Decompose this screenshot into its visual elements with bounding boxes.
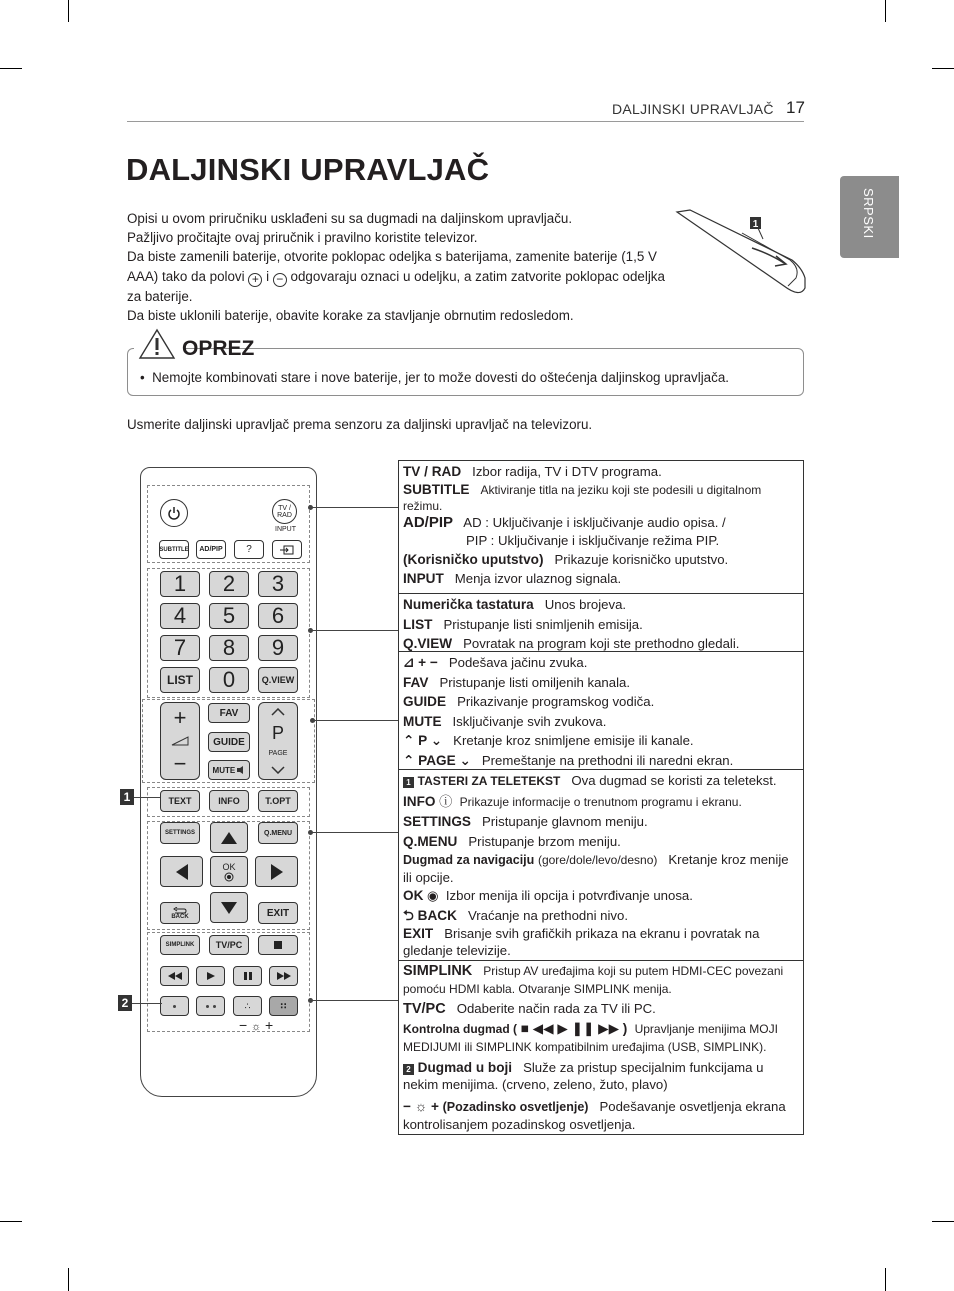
table-section-top: TV / RAD Izbor radija, TV i DTV programa. SUBTITLE Aktiviranje titla na jeziku koji ste podesili u digitalnom režimu. AD/PIP AD : Uključivanje i isključivanje audio opisa. / PIP : Uključivanje i isključivanje režima PIP. (Korisničko uputstvo) Prikazuje korisničko uputstvo. INPUT Menja izvor ulaznog signala. <box>399 461 803 594</box>
volume-down-icon: − <box>173 750 187 776</box>
guide-button[interactable]: GUIDE <box>208 732 250 752</box>
playback-icons: ■ ◀◀ ▶ ❚❚ ▶▶ <box>520 1021 620 1036</box>
digit-0-button[interactable]: 0 <box>209 667 249 693</box>
input-label: INPUT <box>275 526 296 533</box>
crop-mark <box>932 1221 954 1222</box>
nav-up-button[interactable] <box>210 822 248 853</box>
green-button[interactable] <box>196 996 225 1016</box>
page-title: DALJINSKI UPRAVLJAČ <box>126 152 490 187</box>
nav-down-button[interactable] <box>210 892 248 923</box>
warning-icon <box>138 328 176 360</box>
teletext-marker: 1 <box>120 789 134 805</box>
intro-text: Opisi u ovom priručniku usklađeni su sa dugmadi na daljinskom upravljaču. Pažljivo pročitajte ovaj priručnik i pravilno koristite televizor. Da biste zamenili baterije, otvorite poklopac odeljka s baterijama, zamenite baterije (1,5 V AAA) tako da polovi + i − odgovaraju oznaci u odeljku, a zatim zatvorite poklopac odeljka za baterije. Da biste uklonili baterije, obavite korake za stavljanje obrnutim redosledom. <box>127 211 665 323</box>
back-icon <box>173 907 187 914</box>
table-section-navigation: 1 TASTERI ZA TELETEKST Ova dugmad se koristi za teletekst. INFO ⓘ Prikazuje informacije o trenutnom programu i ekranu. SETTINGS Pristupanje glavnom meniju. Q.MENU Pristupanje brzom meniju. Dugmad za navigaciju (gore/dole/levo/desno) Kretanje kroz menije ili opcije. OK ◉ Izbor menija ili opcija i potvrđivanje unosa. ⮌ BACK Vraćanje na prethodni nivo. EXIT Brisanje svih grafičkih prikaza na ekranu i povratak na gledanje televizije. <box>399 770 803 961</box>
stop-icon <box>274 941 282 949</box>
language-tab: SRPSKI <box>840 176 899 258</box>
callout-line <box>134 797 160 798</box>
volume-plus-minus-icon: ⊿ + − <box>403 655 438 670</box>
power-button[interactable] <box>160 499 188 527</box>
adpip-button[interactable]: AD/PIP <box>196 540 226 559</box>
arrow-right-icon <box>270 863 284 881</box>
volume-up-icon: + <box>173 705 187 731</box>
arrow-left-icon <box>175 863 189 881</box>
battery-cover-illustration <box>672 208 807 303</box>
back-button[interactable]: BACK <box>160 902 200 924</box>
subtitle-button[interactable]: SUBTITLE <box>159 540 189 559</box>
nav-left-button[interactable] <box>160 856 203 887</box>
callout-line <box>312 1000 398 1001</box>
blue-dot-icon: ∷ <box>280 1000 287 1011</box>
fav-button[interactable]: FAV <box>208 703 250 723</box>
crop-mark <box>932 68 954 69</box>
pause-button[interactable] <box>233 966 262 986</box>
crop-mark <box>68 0 69 22</box>
remote-control <box>140 467 317 1097</box>
yellow-dot-icon: ∴ <box>244 1000 251 1011</box>
input-button[interactable] <box>272 540 302 559</box>
channel-down-icon <box>271 766 285 774</box>
callout-line <box>312 630 398 631</box>
caution-heading: OPREZ <box>134 328 186 364</box>
running-header: DALJINSKI UPRAVLJAČ <box>612 101 774 117</box>
play-button[interactable] <box>196 966 225 986</box>
volume-icon <box>171 736 189 746</box>
crop-mark <box>885 1268 886 1291</box>
backlight-control[interactable]: − ☼ + <box>239 1017 274 1033</box>
plus-pole-icon: + <box>248 273 262 287</box>
simplink-button[interactable]: SIMPLINK <box>160 935 200 955</box>
arrow-up-icon <box>220 831 238 845</box>
input-icon <box>280 545 294 555</box>
minus-pole-icon: − <box>273 273 287 287</box>
program-rocker[interactable] <box>258 702 298 780</box>
crop-mark <box>68 1268 69 1291</box>
red-button[interactable] <box>160 996 189 1016</box>
digit-1-button[interactable]: 1 <box>160 571 200 597</box>
tvpc-button[interactable]: TV/PC <box>209 935 249 955</box>
channel-up-icon <box>271 708 285 716</box>
header-rule <box>127 121 804 122</box>
green-dot-icon <box>206 1005 209 1008</box>
battery-step-marker: 1 <box>752 219 759 230</box>
callout-line <box>314 720 398 721</box>
fast-forward-button[interactable] <box>269 966 298 986</box>
callout-line <box>312 507 398 508</box>
tv-rad-button[interactable]: TV / RAD <box>272 499 297 524</box>
play-icon <box>207 972 215 980</box>
nav-right-button[interactable] <box>255 856 298 887</box>
digit-9-button[interactable]: 9 <box>258 635 298 661</box>
mute-icon <box>237 766 245 774</box>
callout-line <box>132 1003 162 1004</box>
digit-5-button[interactable]: 5 <box>209 603 249 629</box>
fast-forward-icon <box>277 972 291 980</box>
table-section-volume: ⊿ + − Podešava jačinu zvuka. FAV Pristupanje listi omiljenih kanala. GUIDE Prikazivanje programskog vodiča. MUTE Isključivanje svih zvukova. ⌃ P ⌄ Kretanje kroz snimljene emisije ili kanale. ⌃ PAGE ⌄ Premeštanje na prethodni ili naredni ekran. <box>399 652 803 770</box>
stop-button[interactable] <box>258 935 298 955</box>
text-button[interactable]: TEXT <box>160 790 200 812</box>
user-guide-button[interactable]: ? <box>234 540 264 559</box>
digit-3-button[interactable]: 3 <box>258 571 298 597</box>
crop-mark <box>0 68 22 69</box>
rewind-button[interactable] <box>160 966 189 986</box>
info-button[interactable]: INFO <box>209 790 249 812</box>
qview-button[interactable]: Q.VIEW <box>258 667 298 693</box>
ok-icon <box>224 872 234 882</box>
mute-button[interactable]: MUTE <box>208 760 250 780</box>
caution-text: • Nemojte kombinovati stare i nove baterije, jer to može dovesti do oštećenja daljinskog upravljača. <box>140 370 729 385</box>
ok-button[interactable]: OK <box>210 856 248 887</box>
pause-icon <box>244 972 252 980</box>
blue-button[interactable] <box>269 996 298 1016</box>
power-icon <box>167 506 181 520</box>
digit-4-button[interactable]: 4 <box>160 603 200 629</box>
arrow-down-icon <box>220 901 238 915</box>
digit-2-button[interactable]: 2 <box>209 571 249 597</box>
exit-button[interactable]: EXIT <box>258 902 298 924</box>
list-button[interactable]: LIST <box>160 667 200 693</box>
page-label: PAGE <box>268 749 288 757</box>
topt-button[interactable]: T.OPT <box>258 790 298 812</box>
qmenu-button[interactable]: Q.MENU <box>258 822 298 844</box>
volume-rocker[interactable] <box>160 702 200 780</box>
yellow-button[interactable] <box>233 996 262 1016</box>
crop-mark <box>0 1221 22 1222</box>
crop-mark <box>885 0 886 22</box>
backlight-icons: − ☼ + <box>403 1099 439 1114</box>
table-section-numeric: Numerička tastatura Unos brojeva. LIST Pristupanje listi snimljenih emisija. Q.VIEW Povratak na program koji ste prethodno gledali. <box>399 594 803 652</box>
callout-line <box>312 832 398 833</box>
digit-7-button[interactable]: 7 <box>160 635 200 661</box>
color-buttons-marker: 2 <box>118 995 132 1011</box>
rewind-icon <box>168 972 182 980</box>
table-section-control: SIMPLINK Pristup AV uređajima koji su putem HDMI-CEC povezani pomoću HDMI kabla. Otvaranje SIMPLINK menija. TV/PC Odaberite način rada za TV ili PC. Kontrolna dugmad ( ■ ◀◀ ▶ ❚❚ ▶▶ ) Upravljanje menijima MOJI MEDIJUMI ili SIMPLINK kompatibilnim uređajima (USB, SIMPLINK). 2 Dugmad u boji Služe za pristup specijalnim funkcijama u nekim menijima. (crveno, zeleno, žuto, plavo) − ☼ + (Pozadinsko osvetljenje) Podešavanje osvetljenja ekrana kontrolisanjem pozadinskog osvetljenja. <box>403 963 786 1132</box>
aim-instruction: Usmerite daljinski upravljač prema senzoru za daljinski upravljač na televizoru. <box>127 417 593 432</box>
digit-8-button[interactable]: 8 <box>209 635 249 661</box>
red-dot-icon <box>173 1005 176 1008</box>
page-number: 17 <box>786 98 805 117</box>
backlight-icon: ☼ <box>251 1021 262 1033</box>
p-label: P <box>271 723 284 744</box>
settings-button[interactable]: SETTINGS <box>160 822 200 844</box>
digit-6-button[interactable]: 6 <box>258 603 298 629</box>
button-description-table <box>398 460 804 1135</box>
